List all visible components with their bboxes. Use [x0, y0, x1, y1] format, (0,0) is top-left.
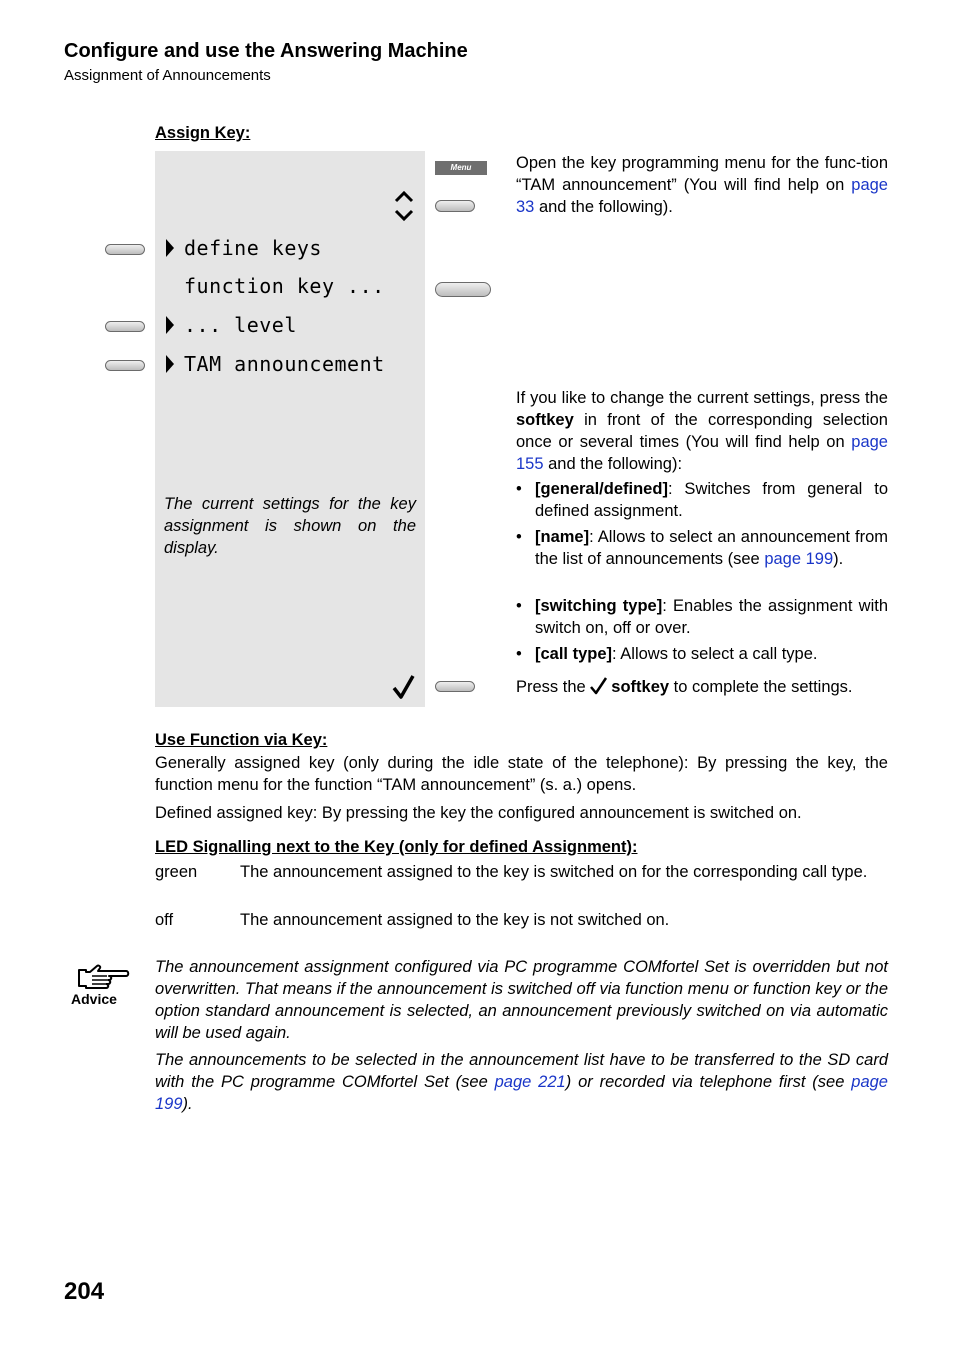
led-heading: LED Signalling next to the Key (only for defined Assignment): [155, 838, 638, 856]
use-function-para2: Defined assigned key: By pressing the key the configured announcement is switched on. [155, 804, 802, 822]
function-key[interactable] [435, 282, 491, 297]
selection-marker-icon [164, 238, 176, 258]
lcd-line-tam-announcement: TAM announcement [184, 352, 385, 376]
option-item-name: • [name]: Allows to select an announcement from the list of announcements (see page 199). [516, 528, 888, 568]
lcd-line-define-keys: define keys [184, 236, 322, 260]
page-link[interactable]: page 33 [516, 176, 888, 216]
step2-text: If you like to change the current settings, press the softkey in front of the corresponding selection once or several times (You will find help on page 155 and the following): [516, 389, 888, 473]
page-number: 204 [64, 1278, 105, 1305]
section-subtitle: Assignment of Announcements [64, 67, 271, 84]
step3-text: Press the softkey to complete the settings. [516, 678, 853, 696]
led-desc-green: The announcement assigned to the key is switched on for the corresponding call type. [240, 863, 868, 881]
phone-display-panel [155, 151, 425, 707]
option-item-switching-type: • [switching type]: Enables the assignment with switch on, off or over. [516, 597, 888, 637]
selection-marker-icon [164, 315, 176, 335]
assign-key-heading: Assign Key: [155, 124, 251, 142]
menu-key[interactable]: Menu [435, 161, 487, 175]
check-icon [590, 677, 608, 695]
option-item-general-defined: • [general/defined]: Switches from general to defined assignment. [516, 480, 888, 520]
page-link[interactable]: page 221 [494, 1073, 566, 1091]
left-softkey-4[interactable] [105, 360, 145, 371]
check-icon [392, 674, 416, 700]
advice-para1: The announcement assignment configured via PC programme COMfortel Set is overridden but not overwritten. That means if the announcement is switched off via function menu or function key or the option standard announcement is selected, an announcement previously switched on via automatic will be used again. [155, 958, 888, 1042]
navigation-key[interactable] [435, 200, 475, 212]
use-function-para1: Generally assigned key (only during the idle state of the telephone): By pressing the key, the function menu for the function “TAM announcement” (s. a.) opens. [155, 754, 888, 794]
led-desc-off: The announcement assigned to the key is not switched on. [240, 911, 670, 929]
led-term-green: green [155, 863, 198, 881]
page-link[interactable]: page 199 [764, 550, 834, 568]
use-function-heading: Use Function via Key: [155, 731, 328, 749]
page-link[interactable]: page 199 [155, 1073, 888, 1113]
page-link[interactable]: page 155 [516, 433, 888, 473]
advice-label: Advice [71, 991, 117, 1007]
lcd-line-level: ... level [184, 313, 297, 337]
advice-para2: The announcements to be selected in the announcement list have to be transferred to the SD card with the PC programme COMfortel Set (see page 221) or recorded via telephone first (see page 199). [155, 1051, 888, 1113]
confirm-key[interactable] [435, 681, 475, 692]
pointing-hand-icon [76, 964, 130, 992]
chapter-title: Configure and use the Answering Machine [64, 40, 468, 62]
scroll-arrows-icon [393, 189, 415, 225]
lcd-line-function-key: function key ... [184, 274, 385, 298]
selection-marker-icon [164, 354, 176, 374]
display-note: The current settings for the key assignment is shown on the display. [164, 495, 416, 557]
left-softkey-1[interactable] [105, 244, 145, 255]
step1-text: Open the key programming menu for the func-tion “TAM announcement” (You will find help on page 33 and the following). [516, 154, 888, 216]
option-item-call-type: • [call type]: Allows to select a call type. [516, 645, 818, 663]
led-term-off: off [155, 911, 174, 929]
left-softkey-3[interactable] [105, 321, 145, 332]
